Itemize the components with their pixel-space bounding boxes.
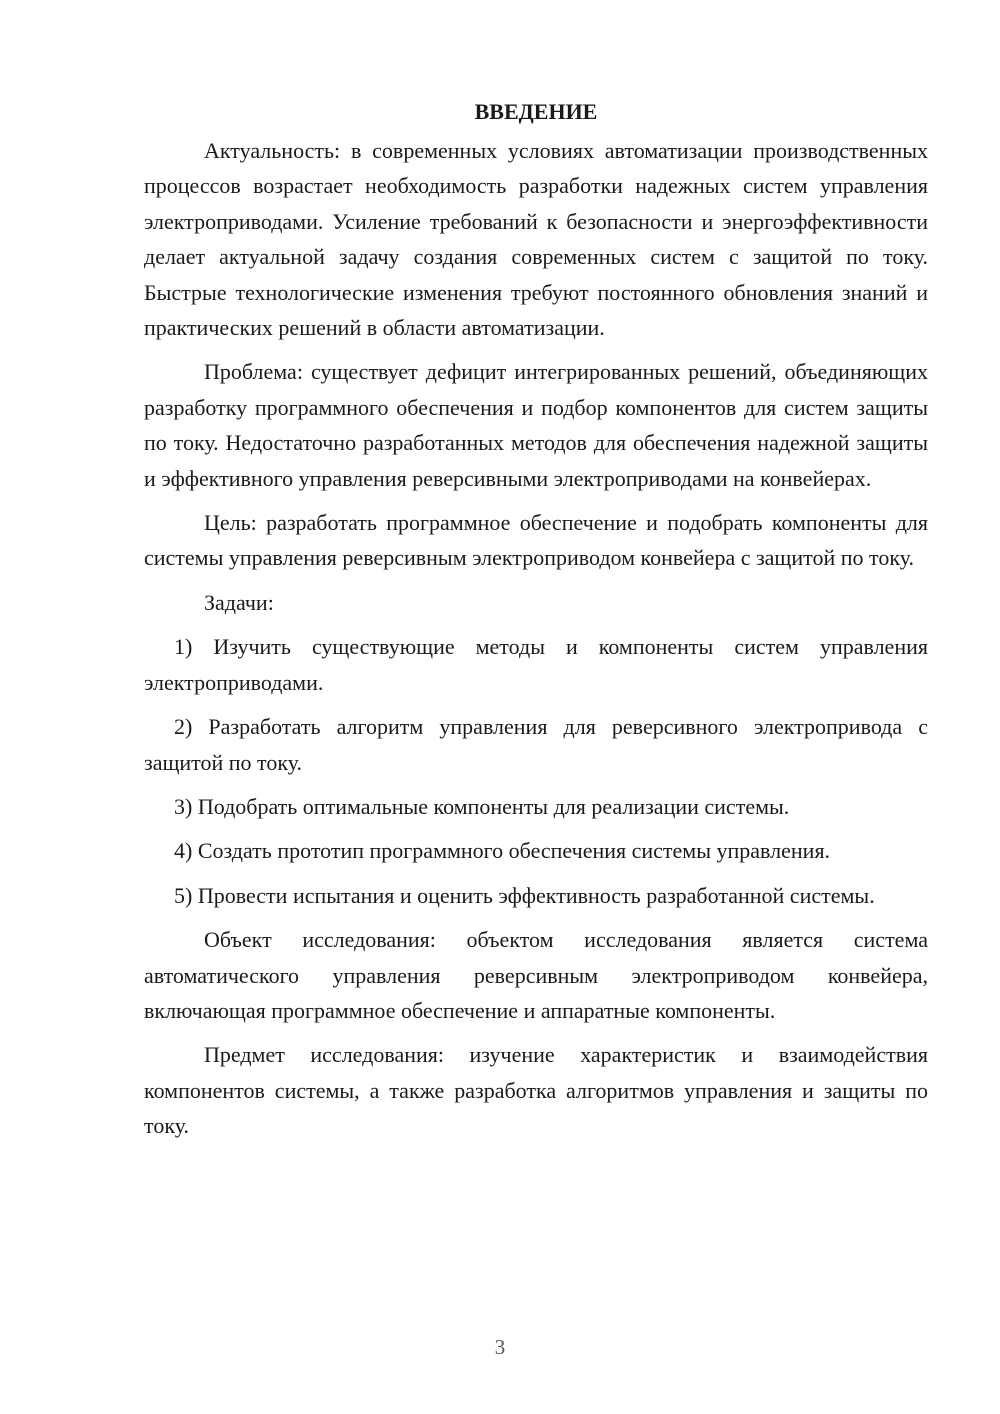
task-item-4: 4) Создать прототип программного обеспечения системы управления. — [174, 838, 831, 864]
task-item-5: 5) Провести испытания и оценить эффективность разработанной системы. — [174, 882, 875, 908]
task-item-2: 2) Разработать алгоритм управления для реверсивного электропривода с защитой по току. — [144, 714, 928, 775]
task-item-1: 1) Изучить существующие методы и компоненты систем управления электроприводами. — [144, 634, 928, 695]
tasks-heading: Задачи: — [204, 589, 274, 615]
section-title: ВВЕДЕНИЕ — [474, 99, 598, 124]
problem-paragraph: Проблема: существует дефицит интегрированных решений, объединяющих разработку программного обеспечения и подбор компонентов для систем защиты по току. Недостаточно разработанных методов для обеспечения надежной защиты и эффективного управления реверсивными электроприводами на конвейерах. — [144, 359, 928, 491]
subject-paragraph: Предмет исследования: изучение характеристик и взаимодействия компонентов системы, а также разработка алгоритмов управления и защиты по току. — [144, 1042, 928, 1139]
goal-paragraph: Цель: разработать программное обеспечение и подобрать компоненты для системы управления реверсивным электроприводом конвейера с защитой по току. — [144, 510, 928, 571]
page-number: 3 — [494, 1335, 506, 1359]
document-page — [144, 94, 928, 1153]
object-paragraph: Объект исследования: объектом исследования является система автоматического управления реверсивным электроприводом конвейера, включающая программное обеспечение и аппаратные компоненты. — [144, 927, 928, 1023]
relevance-paragraph: Актуальность: в современных условиях автоматизации производственных процессов возрастает необходимость разработки надежных систем управления электроприводами. Усиление требований к безопасности и энергоэффективности делает актуальной задачу создания современных систем с защитой по току. Быстрые технологические изменения требуют постоянного обновления знаний и практических решений в области автоматизации. — [144, 138, 928, 341]
task-item-3: 3) Подобрать оптимальные компоненты для реализации системы. — [174, 793, 790, 819]
